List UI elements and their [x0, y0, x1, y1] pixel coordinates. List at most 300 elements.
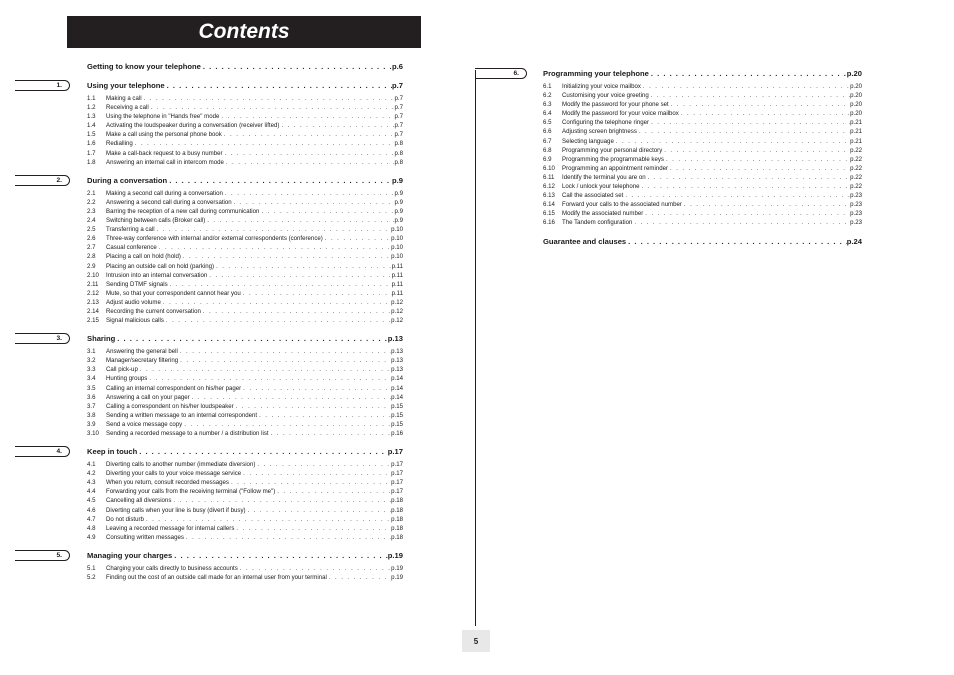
column-divider: [475, 70, 476, 626]
item-title: Lock / unlock your telephone: [562, 183, 640, 191]
item-page: p.12: [391, 317, 403, 325]
toc-item[interactable]: [87, 158, 403, 167]
toc-item[interactable]: [543, 200, 862, 209]
toc-item[interactable]: [543, 82, 862, 91]
item-number: 2.12: [87, 289, 99, 297]
toc-item[interactable]: [87, 374, 403, 383]
item-page: p.10: [391, 244, 403, 252]
item-title: Modify the password for your phone set: [562, 101, 669, 109]
item-page: p.14: [391, 384, 403, 392]
chapter-tab[interactable]: 2.: [15, 175, 70, 186]
item-number: 4.1: [87, 461, 96, 469]
toc-item[interactable]: [87, 515, 403, 524]
item-number: 1.4: [87, 122, 96, 130]
item-page: p.20: [850, 101, 862, 109]
item-title: Configuring the telephone ringer: [562, 119, 650, 127]
item-title: Calling a correspondent on his/her loudspeaker: [106, 402, 234, 410]
item-number: 2.6: [87, 235, 96, 243]
toc-item[interactable]: [87, 289, 403, 298]
item-title: Sending a written message to an internal correspondent: [106, 411, 258, 419]
toc-item[interactable]: [87, 121, 403, 130]
item-page: p.21: [850, 119, 862, 127]
item-title: Adjust audio volume: [106, 298, 161, 306]
chapter-tab[interactable]: 5.: [15, 550, 70, 561]
toc-item[interactable]: [87, 189, 403, 198]
toc-item[interactable]: [87, 487, 403, 496]
item-page: p.21: [850, 128, 862, 136]
dot-leader: [161, 298, 391, 307]
item-page: p.23: [850, 219, 862, 227]
toc-item[interactable]: [87, 365, 403, 374]
item-page: p.13: [391, 366, 403, 374]
toc-item[interactable]: [87, 216, 403, 225]
item-number: 3.4: [87, 375, 96, 383]
dot-leader: [643, 209, 850, 218]
item-number: 6.1: [543, 83, 552, 90]
item-page: p.11: [391, 271, 403, 279]
item-number: 4.7: [87, 515, 96, 523]
toc-item[interactable]: [87, 506, 403, 515]
toc-item[interactable]: [87, 347, 403, 356]
toc-right-column: [513, 68, 862, 255]
item-title: Modify the associated number: [562, 210, 644, 218]
toc-item[interactable]: [543, 109, 862, 118]
item-number: 1.7: [87, 149, 96, 157]
item-page: p.7: [394, 104, 403, 112]
toc-item-list: [87, 94, 403, 167]
toc-item[interactable]: [87, 234, 403, 243]
toc-item[interactable]: [87, 252, 403, 261]
item-page: p.22: [850, 173, 862, 181]
page-number: 5: [462, 630, 490, 652]
item-number: 3.6: [87, 393, 96, 401]
item-page: p.10: [391, 226, 403, 234]
item-page: p.22: [850, 155, 862, 163]
dot-leader: [149, 103, 395, 112]
dot-leader: [165, 80, 392, 91]
section-title: During a conversation: [87, 175, 168, 185]
dot-leader: [637, 127, 850, 136]
dot-leader: [171, 496, 391, 505]
item-number: 3.3: [87, 366, 96, 374]
item-number: 4.9: [87, 533, 96, 541]
item-number: 2.1: [87, 189, 96, 197]
toc-item[interactable]: [543, 127, 862, 136]
item-title: Activating the loudspeaker during a conversation (receiver lifted): [106, 122, 280, 130]
item-title: Adjusting screen brightness: [562, 128, 637, 136]
item-title: Answering an internal call in intercom mode: [106, 158, 224, 166]
item-number: 2.14: [87, 307, 99, 315]
toc-item[interactable]: [543, 137, 862, 146]
dot-leader: [205, 216, 394, 225]
item-title: Signal malicious calls: [106, 317, 164, 325]
item-page: p.18: [391, 533, 403, 541]
toc-item[interactable]: [543, 173, 862, 182]
item-number: 6.2: [543, 92, 552, 100]
item-page: p.17: [391, 461, 403, 469]
toc-item[interactable]: [87, 130, 403, 139]
toc-item[interactable]: [87, 533, 403, 542]
toc-item[interactable]: [543, 100, 862, 109]
toc-section-during-a-conversation: [56, 175, 403, 325]
item-number: 6.11: [543, 173, 555, 181]
toc-section-heading[interactable]: [87, 61, 403, 72]
item-title: Answering a call on your pager: [106, 393, 190, 401]
dot-leader: [222, 130, 395, 139]
item-page: p.20: [850, 110, 862, 118]
item-title: Redialling: [106, 140, 133, 148]
item-number: 1.2: [87, 104, 96, 112]
item-number: 2.5: [87, 226, 96, 234]
dot-leader: [223, 189, 395, 198]
toc-item[interactable]: [87, 207, 403, 216]
item-page: p.18: [391, 497, 403, 505]
toc-item[interactable]: [87, 384, 403, 393]
toc-item[interactable]: [87, 411, 403, 420]
item-title: Diverting your calls to your voice message service: [106, 470, 242, 478]
item-number: 6.14: [543, 201, 555, 209]
dot-leader: [178, 356, 391, 365]
item-page: p.8: [394, 158, 403, 166]
item-number: 6.8: [543, 146, 552, 154]
item-number: 3.10: [87, 430, 99, 437]
item-title: Identify the terminal you are on: [562, 173, 646, 181]
toc-item-list: [87, 460, 403, 542]
toc-item-list: [543, 82, 862, 228]
toc-item[interactable]: [87, 393, 403, 402]
toc-item[interactable]: [87, 271, 403, 280]
toc-item[interactable]: [543, 118, 862, 127]
item-page: p.15: [391, 402, 403, 410]
item-title: Answering the general bell: [106, 348, 178, 356]
toc-item[interactable]: [87, 280, 403, 289]
item-number: 1.6: [87, 140, 96, 148]
dot-leader: [137, 446, 388, 457]
item-page: p.18: [391, 524, 403, 532]
dot-leader: [214, 262, 392, 271]
item-number: 6.5: [543, 119, 552, 127]
item-number: 2.11: [87, 280, 99, 288]
toc-item[interactable]: [543, 218, 862, 227]
toc-item[interactable]: [87, 225, 403, 234]
dot-leader: [255, 460, 391, 469]
item-title: Placing a call on hold (hold): [106, 253, 181, 261]
dot-leader: [234, 524, 391, 533]
toc-item[interactable]: [543, 182, 862, 191]
dot-leader: [182, 420, 391, 429]
section-title: Getting to know your telephone: [87, 62, 201, 71]
item-page: p.23: [850, 210, 862, 218]
toc-item[interactable]: [87, 460, 403, 469]
item-title: Sending DTMF signals: [106, 280, 168, 288]
item-page: p.18: [391, 506, 403, 514]
item-title: Send a voice message copy: [106, 420, 183, 428]
item-number: 4.4: [87, 488, 96, 496]
dot-leader: [649, 118, 850, 127]
item-title: Make a call-back request to a busy number: [106, 149, 223, 157]
item-title: Leaving a recorded message for internal callers: [106, 524, 235, 532]
item-title: Call the associated set: [562, 192, 624, 200]
item-page: p.19: [391, 564, 403, 572]
toc-item[interactable]: [87, 139, 403, 148]
toc-item[interactable]: [543, 209, 862, 218]
item-page: p.17: [391, 488, 403, 496]
page-title: Contents: [67, 16, 421, 48]
dot-leader: [190, 393, 391, 402]
toc-item-list: [87, 347, 403, 438]
item-title: Charging your calls directly to business accounts: [106, 564, 238, 572]
item-number: 2.3: [87, 207, 96, 215]
dot-leader: [626, 236, 847, 247]
item-title: Casual conference: [106, 244, 157, 252]
item-number: 1.5: [87, 131, 96, 139]
toc-section-heading[interactable]: [87, 175, 403, 186]
dot-leader: [223, 149, 395, 158]
item-number: 6.16: [543, 219, 555, 227]
toc-item[interactable]: [543, 91, 862, 100]
toc-item[interactable]: [87, 94, 403, 103]
dot-leader: [147, 374, 391, 383]
item-page: p.23: [850, 192, 862, 200]
toc-section-heading[interactable]: [543, 68, 862, 79]
item-number: 4.5: [87, 497, 96, 505]
toc-section-keep-in-touch: [56, 446, 403, 542]
item-page: p.20: [850, 83, 862, 90]
toc-item[interactable]: [543, 164, 862, 173]
item-title: Programming your personal directory: [562, 146, 663, 154]
dot-leader: [207, 271, 391, 280]
toc-item[interactable]: [87, 429, 403, 438]
toc-section-heading[interactable]: [543, 236, 862, 247]
dot-leader: [623, 191, 850, 200]
toc-section-heading[interactable]: [87, 333, 403, 344]
item-page: p.22: [850, 146, 862, 154]
item-page: p.20: [850, 92, 862, 100]
item-title: Forward your calls to the associated number: [562, 201, 682, 209]
item-page: p.9: [394, 207, 403, 215]
toc-item[interactable]: [87, 316, 403, 325]
dot-leader: [229, 478, 391, 487]
toc-item[interactable]: [543, 155, 862, 164]
toc-item[interactable]: [87, 564, 403, 573]
item-number: 2.4: [87, 217, 96, 225]
item-number: 1.8: [87, 158, 96, 166]
dot-leader: [201, 61, 392, 72]
chapter-tab[interactable]: 1.: [15, 80, 70, 91]
item-number: 3.1: [87, 348, 96, 356]
item-page: p.19: [391, 574, 403, 582]
item-page: p.8: [394, 140, 403, 148]
item-number: 3.9: [87, 420, 96, 428]
item-number: 2.8: [87, 253, 96, 261]
item-number: 6.10: [543, 164, 555, 172]
dot-leader: [164, 316, 391, 325]
item-title: Recording the current conversation: [106, 307, 201, 315]
toc-item[interactable]: [87, 524, 403, 533]
item-title: Answering a second call during a conversation: [106, 198, 232, 206]
dot-leader: [246, 506, 392, 515]
item-title: Mute, so that your correspondent cannot hear you: [106, 289, 241, 297]
item-page: p.14: [391, 393, 403, 401]
section-page: p.24: [846, 236, 862, 246]
item-number: 4.8: [87, 524, 96, 532]
item-title: Making a second call during a conversation: [106, 189, 223, 197]
item-title: Customising your voice greeting: [562, 92, 649, 100]
dot-leader: [241, 384, 391, 393]
item-page: p.22: [850, 164, 862, 172]
item-page: p.15: [391, 420, 403, 428]
item-number: 6.3: [543, 101, 552, 109]
dot-leader: [157, 243, 391, 252]
dot-leader: [668, 164, 850, 173]
dot-leader: [168, 280, 392, 289]
dot-leader: [234, 402, 391, 411]
item-number: 3.5: [87, 384, 96, 392]
item-page: p.18: [391, 515, 403, 523]
toc-section-sharing: [56, 333, 403, 438]
chapter-tab[interactable]: 4.: [15, 446, 70, 457]
dot-leader: [327, 573, 391, 582]
dot-leader: [138, 365, 391, 374]
item-number: 6.9: [543, 155, 552, 163]
dot-leader: [241, 469, 391, 478]
item-title: Initializing your voice mailbox: [562, 83, 641, 90]
dot-leader: [219, 112, 394, 121]
dot-leader: [224, 158, 395, 167]
dot-leader: [323, 234, 391, 243]
item-page: p.21: [850, 137, 862, 145]
item-page: p.7: [394, 122, 403, 130]
item-title: Hunting groups: [106, 375, 148, 383]
item-page: p.7: [394, 95, 403, 102]
item-page: p.17: [391, 470, 403, 478]
dot-leader: [181, 252, 391, 261]
item-title: Barring the reception of a new call during communication: [106, 207, 260, 215]
dot-leader: [649, 68, 847, 79]
item-title: Programming the programmable keys: [562, 155, 664, 163]
item-number: 2.7: [87, 244, 96, 252]
item-page: p.13: [391, 348, 403, 356]
dot-leader: [682, 200, 850, 209]
dot-leader: [275, 487, 391, 496]
toc-section-heading[interactable]: [87, 550, 403, 561]
toc-left-column: [56, 61, 403, 590]
toc-item[interactable]: [87, 496, 403, 505]
dot-leader: [172, 550, 388, 561]
item-title: Sending a recorded message to a number / a distribution list: [106, 430, 269, 437]
item-page: p.15: [391, 411, 403, 419]
section-title: Using your telephone: [87, 81, 165, 90]
dot-leader: [632, 218, 850, 227]
toc-section-heading[interactable]: [87, 80, 403, 91]
dot-leader: [614, 137, 850, 146]
item-page: p.9: [394, 217, 403, 225]
dot-leader: [155, 225, 392, 234]
dot-leader: [679, 109, 850, 118]
dot-leader: [664, 155, 850, 164]
dot-leader: [640, 182, 851, 191]
dot-leader: [238, 564, 391, 573]
toc-item[interactable]: [87, 478, 403, 487]
toc-item[interactable]: [87, 298, 403, 307]
item-number: 6.6: [543, 128, 552, 136]
item-title: Diverting calls to another number (immediate diversion): [106, 461, 256, 469]
item-title: Consulting written messages: [106, 533, 184, 541]
item-title: Making a call: [106, 95, 142, 102]
item-page: p.13: [391, 357, 403, 365]
item-number: 4.6: [87, 506, 96, 514]
toc-section-heading[interactable]: [87, 446, 403, 457]
dot-leader: [662, 146, 850, 155]
toc-item[interactable]: [87, 243, 403, 252]
dot-leader: [133, 139, 395, 148]
item-page: p.10: [391, 235, 403, 243]
item-number: 6.12: [543, 183, 555, 191]
item-number: 5.2: [87, 574, 96, 582]
toc-item[interactable]: [543, 146, 862, 155]
item-title: Intrusion into an internal conversation: [106, 271, 208, 279]
toc-item[interactable]: [87, 198, 403, 207]
item-number: 3.2: [87, 357, 96, 365]
toc-section-using-your-telephone: [56, 80, 403, 167]
item-number: 2.15: [87, 317, 99, 325]
toc-item[interactable]: [87, 103, 403, 112]
item-page: p.8: [394, 149, 403, 157]
dot-leader: [232, 198, 395, 207]
toc-item[interactable]: [87, 469, 403, 478]
item-number: 6.13: [543, 192, 555, 200]
toc-item[interactable]: [87, 262, 403, 271]
toc-item[interactable]: [87, 402, 403, 411]
item-number: 6.7: [543, 137, 552, 145]
toc-item[interactable]: [87, 307, 403, 316]
toc-section-programming-your-telephone: [513, 68, 862, 228]
item-number: 3.7: [87, 402, 96, 410]
item-number: 5.1: [87, 564, 96, 572]
toc-item[interactable]: [87, 420, 403, 429]
toc-item[interactable]: [87, 356, 403, 365]
item-title: Switching between calls (Broker call): [106, 217, 206, 225]
item-title: The Tandem configuration: [562, 219, 633, 227]
item-number: 2.13: [87, 298, 99, 306]
toc-item[interactable]: [87, 112, 403, 121]
item-title: Diverting calls when your line is busy (divert if busy): [106, 506, 246, 514]
dot-leader: [649, 91, 850, 100]
item-number: 3.8: [87, 411, 96, 419]
item-page: p.12: [391, 298, 403, 306]
item-title: Modify the password for your voice mailbox: [562, 110, 679, 118]
toc-item[interactable]: [87, 149, 403, 158]
section-page: p.6: [392, 62, 403, 71]
chapter-tab[interactable]: 3.: [15, 333, 70, 344]
item-title: Three-way conference with internal and/or external correspondents (conference): [106, 235, 323, 243]
dot-leader: [144, 515, 391, 524]
dot-leader: [279, 121, 394, 130]
toc-item[interactable]: [87, 573, 403, 582]
toc-item[interactable]: [543, 191, 862, 200]
item-number: 6.4: [543, 110, 552, 118]
section-title: Guarantee and clauses: [543, 236, 627, 246]
toc-section-managing-your-charges: [56, 550, 403, 582]
item-number: 2.9: [87, 262, 96, 270]
dot-leader: [669, 100, 850, 109]
dot-leader: [115, 333, 388, 344]
section-page: p.9: [392, 175, 403, 185]
item-title: Cancelling all diversions: [106, 497, 172, 505]
chapter-tab[interactable]: 6.: [475, 68, 527, 79]
item-page: p.9: [394, 198, 403, 206]
dot-leader: [184, 533, 391, 542]
